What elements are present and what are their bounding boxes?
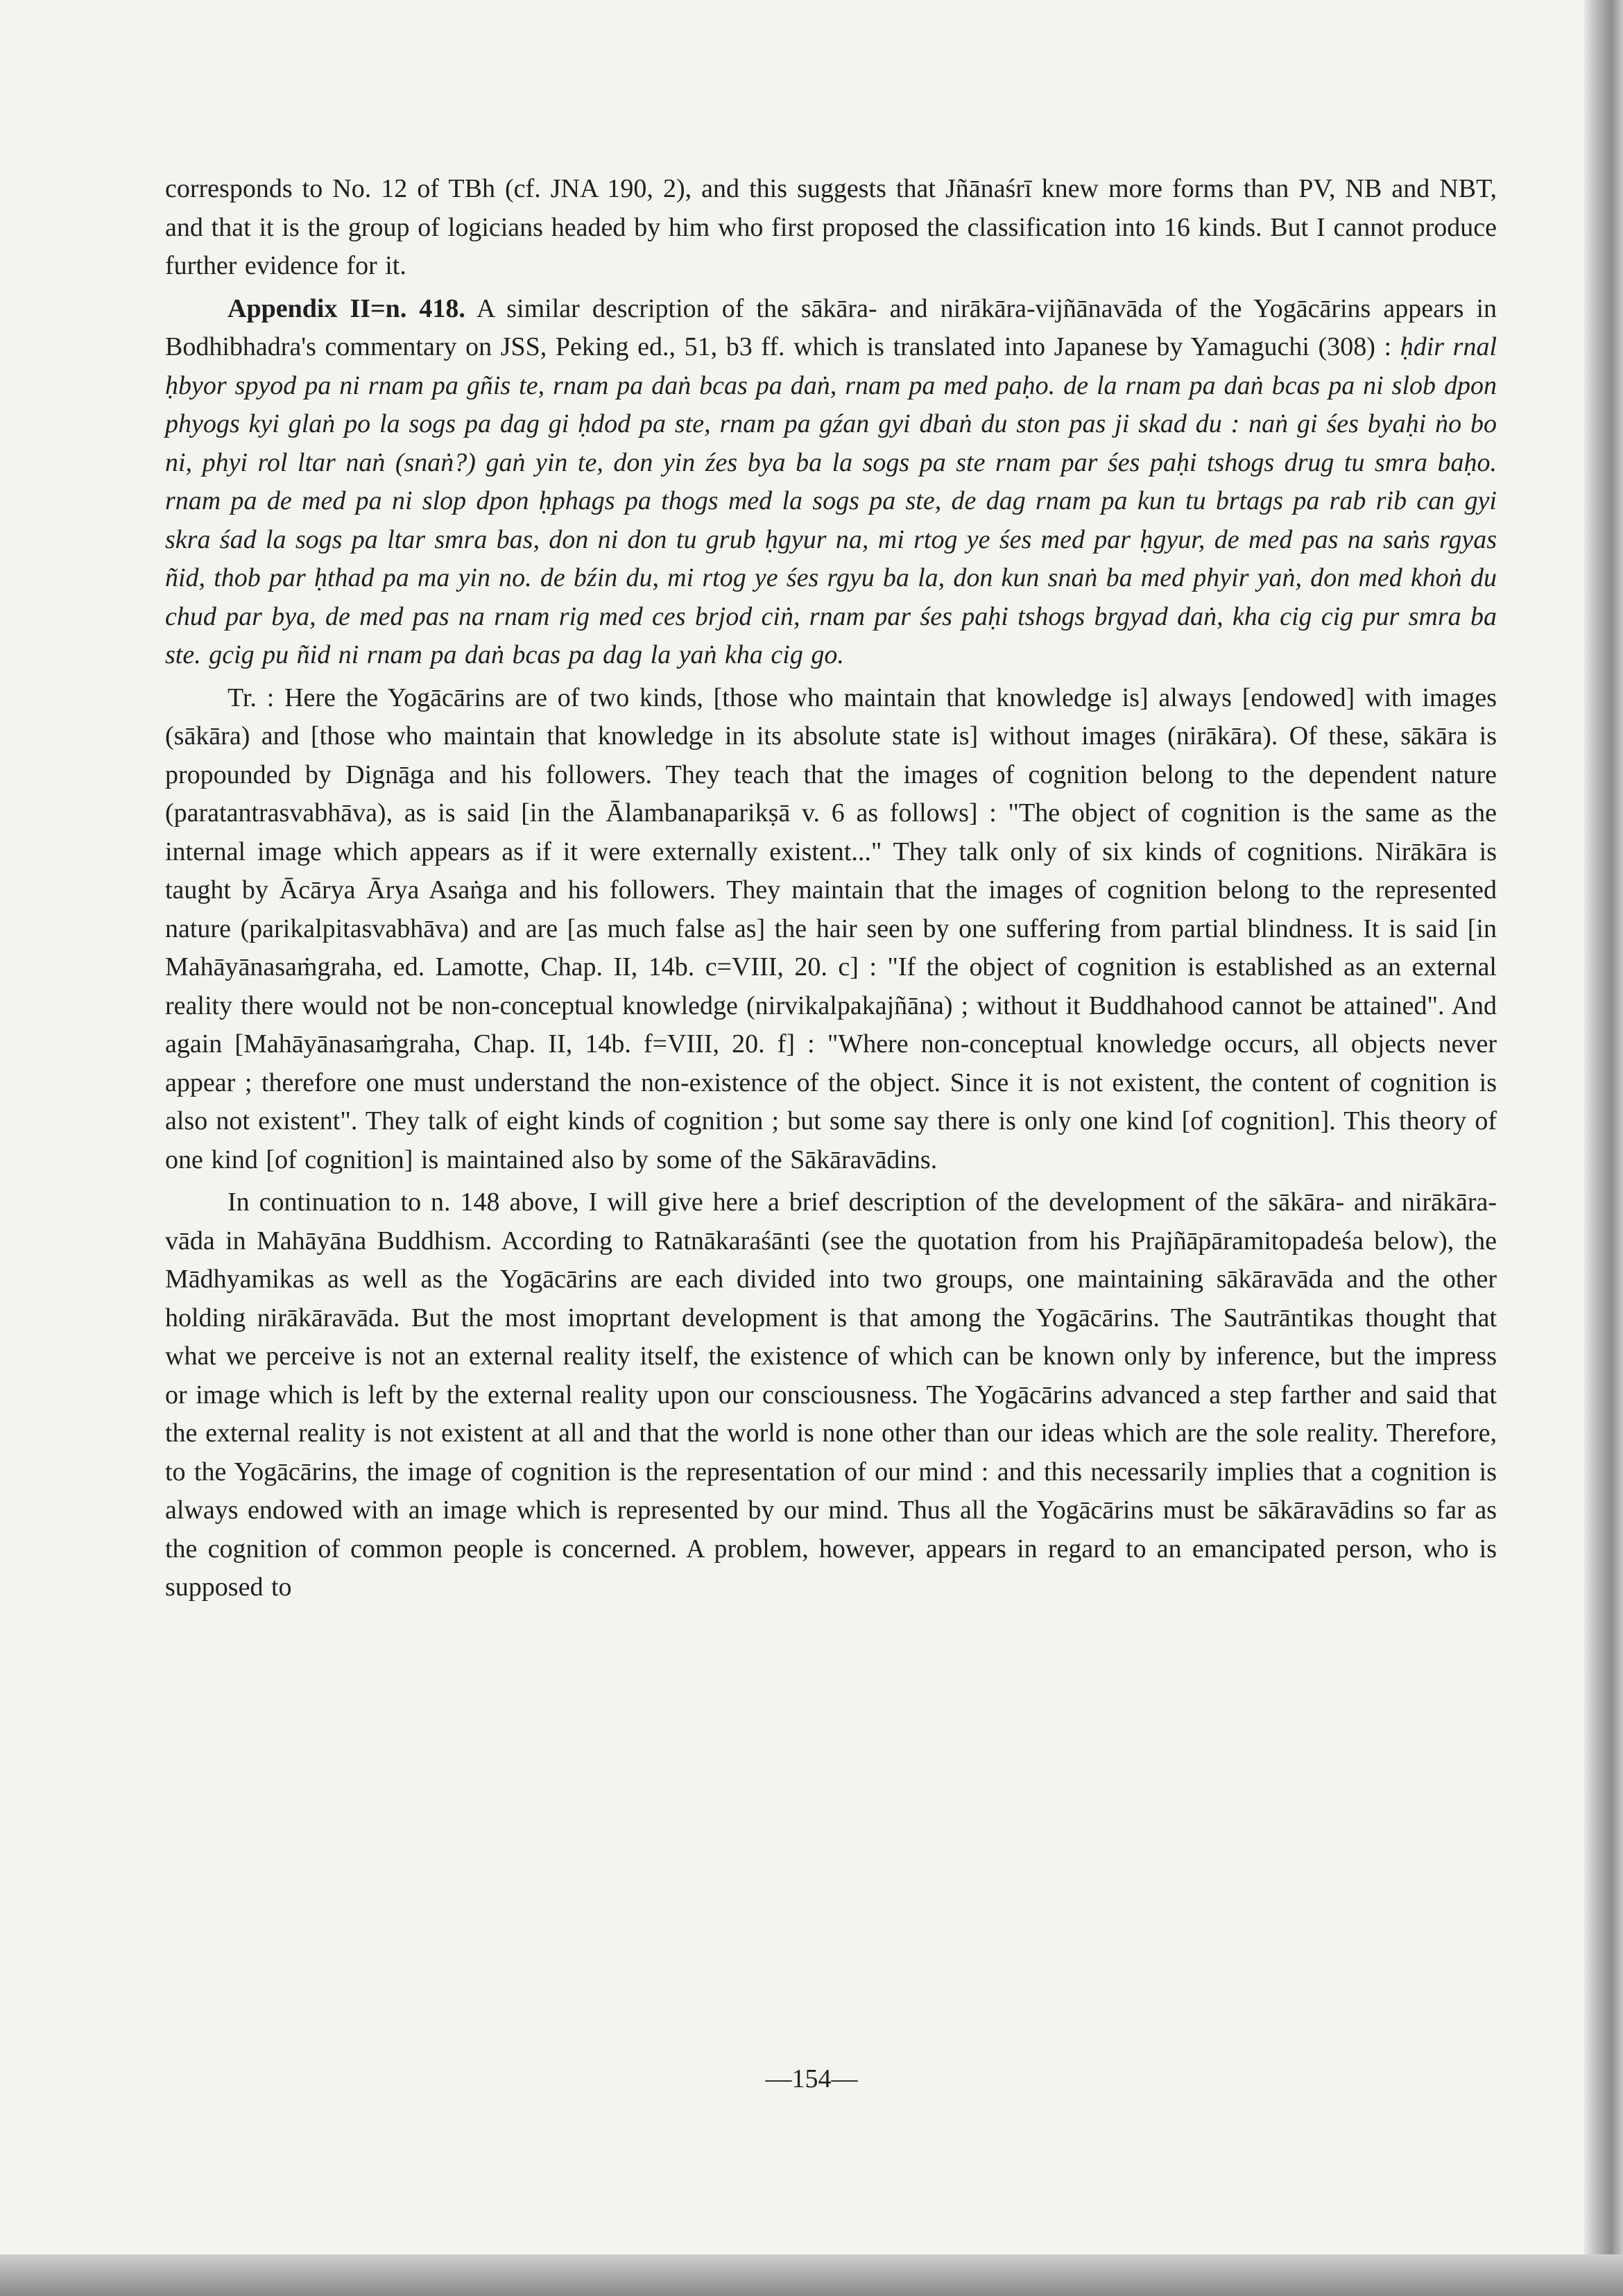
appendix-text: A similar description of the sākāra- and nirākāra-vijñānavāda of the Yogācārins appears in Bodhibhadra's commentary on JSS, Peking ed., 51, b3 ff. which is translated into Japanese by Yamaguchi (308) :: [165, 293, 1497, 361]
bottom-edge-shadow: [0, 2254, 1623, 2296]
page-edge-shadow: [1584, 0, 1623, 2296]
tibetan-quotation: ḥdir rnal ḥbyor spyod pa ni rnam pa gñis te, rnam pa daṅ bcas pa daṅ, rnam pa med paḥo. de la rnam pa daṅ bcas pa ni slob dpon phyogs kyi glaṅ po la sogs pa dag gi ḥdod pa ste, rnam pa gźan gyi dbaṅ du ston pas ji skad du : naṅ gi śes byaḥi ṅo bo ni, phyi rol ltar naṅ (snaṅ?) gaṅ yin te, don yin źes bya ba la sogs pa ste rnam par śes paḥi tshogs drug tu smra baḥo. rnam pa de med pa ni slop dpon ḥphags pa thogs med la sogs pa ste, de dag rnam pa kun tu brtags pa rab rib can gyi skra śad la sogs pa ltar smra bas, don ni don tu grub ḥgyur na, mi rtog ye śes med par ḥgyur, de med pas na saṅs rgyas ñid, thob par ḥthad pa ma yin no. de bźin du, mi rtog ye śes rgyu ba la, don kun snaṅ ba med phyir yaṅ, don med khoṅ du chud par bya, de med pas na rnam rig med ces brjod ciṅ, rnam par śes paḥi tshogs brgyad daṅ, kha cig cig pur smra ba ste. gcig pu ñid ni rnam pa daṅ bcas pa dag la yaṅ kha cig go.: [165, 332, 1497, 669]
paragraph-development: In continuation to n. 148 above, I will give here a brief description of the development of the sākāra- and nirākāra-vāda in Mahāyāna Buddhism. According to Ratnākaraśānti (see the quotation from his Prajñāpāramitopadeśa below), the Mādhyamikas as well as the Yogācārins are each divided into two groups, one maintaining sākāravāda and the other holding nirākāravāda. But the most imoprtant development is that among the Yogācārins. The Sautrāntikas thought that what we perceive is not an external reality itself, the existence of which can be known only by inference, but the impress or image which is left by the external reality upon our consciousness. The Yogācārins advanced a step farther and said that the external reality is not existent at all and that the world is none other than our ideas which are the sole reality. Therefore, to the Yogācārins, the image of cognition is the representation of our mind : and this necessarily implies that a cognition is always endowed with an image which is represented by our mind. Thus all the Yogācārins must be sākāravādins so far as the cognition of common people is concerned. A problem, however, appears in regard to an emancipated person, who is supposed to: [165, 1188, 1497, 1602]
page-number: —154—: [765, 2064, 858, 2093]
paragraph-continuation: corresponds to No. 12 of TBh (cf. JNA 190, 2), and this suggests that Jñānaśrī knew more forms than PV, NB and NBT, and that it is the group of logicians headed by him who first proposed the classification into 16 kinds. But I cannot produce further evidence for it.: [165, 174, 1497, 280]
appendix-paragraph: [165, 290, 1497, 675]
page-body: [165, 170, 1497, 1607]
appendix-heading: Appendix II=n. 418.: [227, 293, 465, 323]
translation-paragraph: Tr. : Here the Yogācārins are of two kinds, [those who maintain that knowledge is] always [endowed] with images (sākāra) and [those who maintain that knowledge in its absolute state is] without images (nirākāra). Of these, sākāra is propounded by Dignāga and his followers. They teach that the images of cognition belong to the dependent nature (paratantrasvabhāva), as is said [in the Ālambanaparikṣā v. 6 as follows] : "The object of cognition is the same as the internal image which appears as if it were externally existent..." They talk only of six kinds of cognitions. Nirākāra is taught by Ācārya Ārya Asaṅga and his followers. They maintain that the images of cognition belong to the represented nature (parikalpitasvabhāva) and are [as much false as] the hair seen by one suffering from partial blindness. It is said [in Mahāyānasaṁgraha, ed. Lamotte, Chap. II, 14b. c=VIII, 20. c] : "If the object of cognition is established as an external reality there would not be non-conceptual knowledge (nirvikalpakajñāna) ; without it Buddhahood cannot be attained". And again [Mahāyānasaṁgraha, Chap. II, 14b. f=VIII, 20. f] : "Where non-conceptual knowledge occurs, all objects never appear ; therefore one must understand the non-existence of the object. Since it is not existent, the content of cognition is also not existent". They talk of eight kinds of cognition ; but some say there is only one kind [of cognition]. This theory of one kind [of cognition] is maintained also by some of the Sākāravādins.: [165, 683, 1497, 1174]
